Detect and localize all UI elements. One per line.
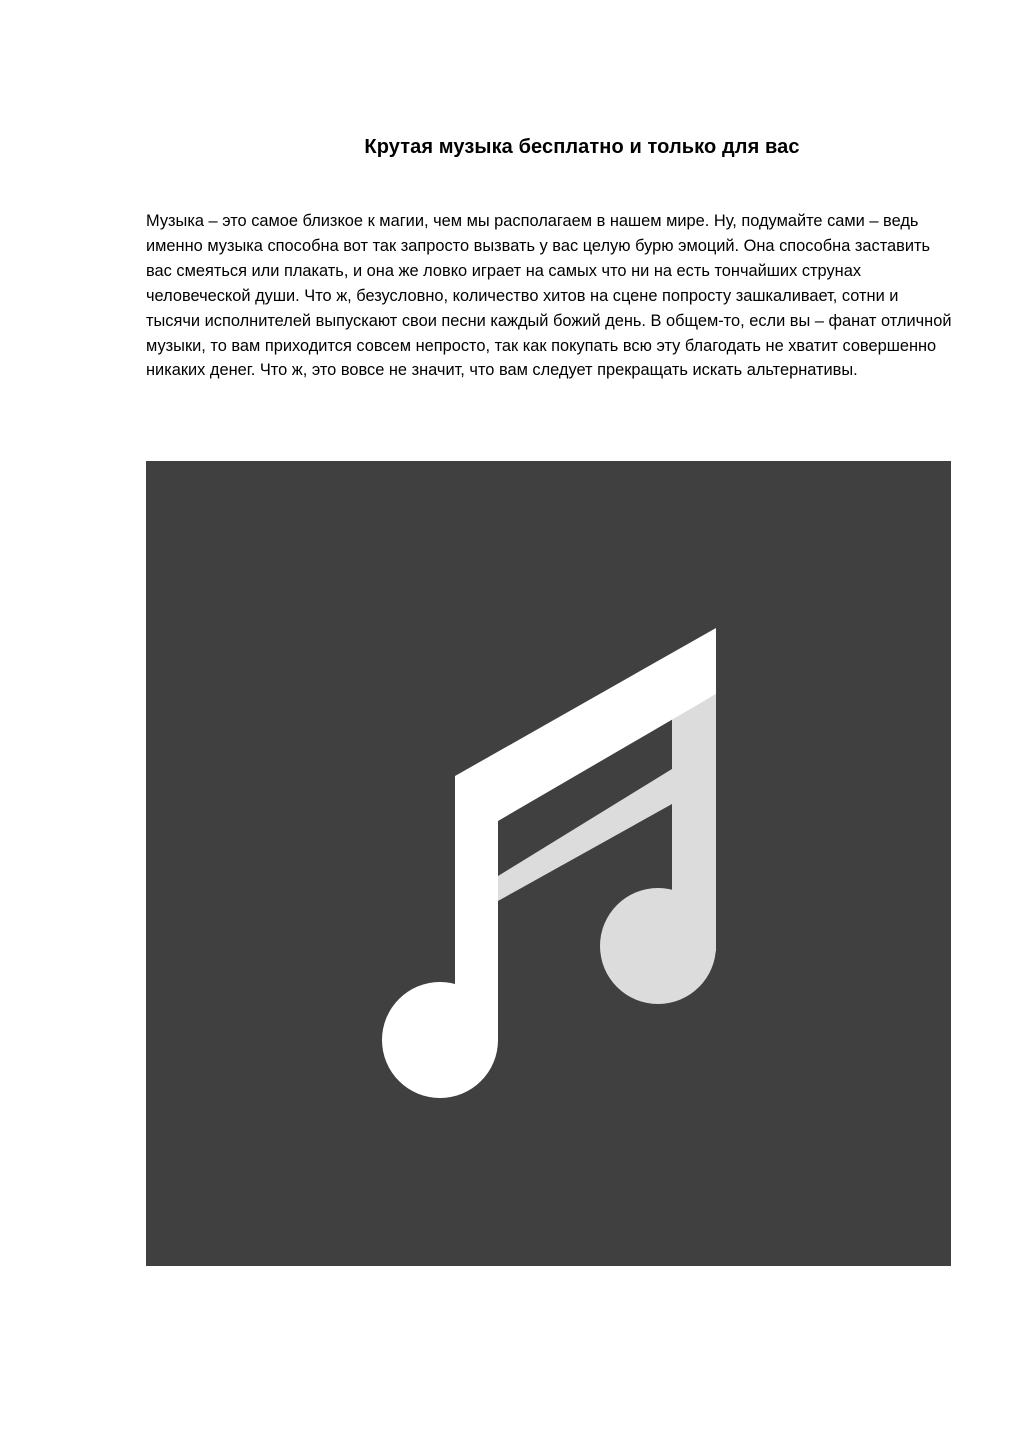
music-illustration bbox=[146, 461, 951, 1266]
page-title: Крутая музыка бесплатно и только для вас bbox=[364, 136, 800, 158]
body-paragraph: Музыка – это самое близкое к магии, чем мы располагаем в нашем мире. Ну, подумайте сами – ведь именно музыка способна вот так запросто вызвать у вас целую бурю эмоций. Она способна заставить вас смеяться или плакать, и она же ловко играет на самых что ни на есть тончайших струнах человеческой души. Что ж, безусловно, количество хитов на сцене попросту зашкаливает, сотни и тысячи исполнителей выпускают свои песни каждый божий день. В общем-то, если вы – фанат отличной музыки, то вам приходится совсем непросто, так как покупать всю эту благодать не хватит совершенно никаких денег. Что ж, это вовсе не значит, что вам следует прекращать искать альтернативы. bbox=[146, 212, 952, 380]
music-note-icon bbox=[146, 461, 951, 1266]
